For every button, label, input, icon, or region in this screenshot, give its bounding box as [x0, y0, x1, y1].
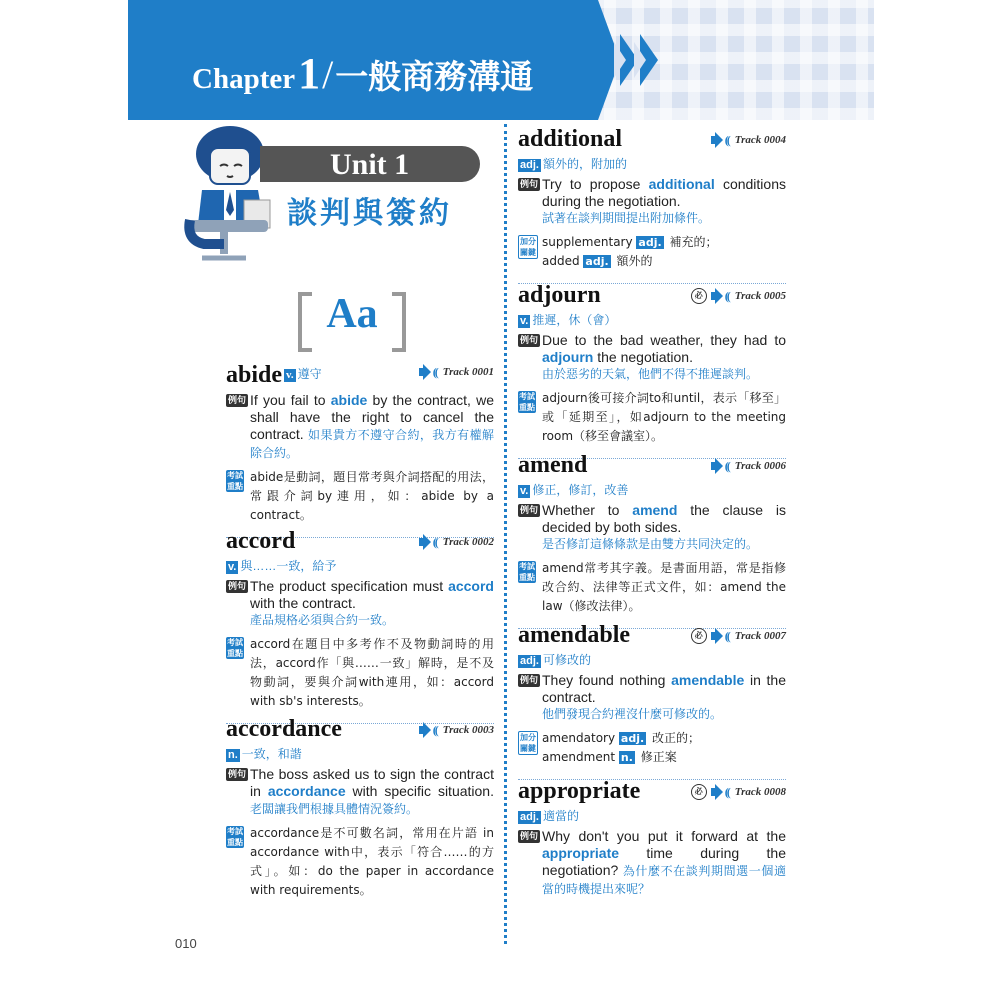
related-word: amendment n. 修正案: [542, 750, 677, 764]
example-sentence: Due to the bad weather, they had to adjourn the negotiation.: [542, 332, 786, 365]
chapter-word: Chapter: [192, 63, 296, 95]
example-label: 例句: [520, 831, 539, 841]
plus-label: 加分關鍵: [520, 733, 536, 753]
pos-badge: n.: [228, 749, 238, 761]
example-translation: 他們發現合約裡沒什麼可修改的。: [542, 707, 723, 721]
related-word: amendatory adj. 改正的；: [542, 731, 701, 745]
example-label: 例句: [520, 505, 539, 515]
pos-meaning: 與……一致，給予: [240, 559, 337, 573]
unit-number: Unit 1: [330, 148, 410, 181]
pos-line: [518, 156, 786, 172]
related-word: added adj. 額外的: [542, 254, 653, 268]
example-translation: 為什麼不在談判期間選一個適當的時機提出來呢？: [542, 864, 786, 896]
audio-track-button[interactable]: [691, 784, 786, 800]
speaker-icon: ((: [711, 628, 729, 644]
entry-additional: [518, 126, 786, 284]
pos-line: [518, 808, 786, 824]
pos-meaning: 推遲，休（會）: [532, 313, 617, 327]
pos-line: [518, 482, 786, 498]
usage-note: abide是動詞，題目常考與介詞搭配的用法，常跟介詞by連用，如：abide by a contract。: [250, 470, 494, 522]
pos-meaning: 適當的: [542, 809, 579, 823]
pos-badge: adj.: [520, 811, 539, 823]
track-label: Track 0005: [734, 290, 786, 302]
pos-badge: adj.: [520, 159, 539, 171]
chapter-slash: /: [322, 52, 334, 97]
usage-note: accordance是不可數名詞，常用在片語 in accordance with中，表示「符合……的方式」。如：do the paper in accordance with requirements。: [250, 826, 494, 897]
example-sentence: Whether to amend the clause is decided by both sides.: [542, 502, 786, 535]
example-label: 例句: [228, 395, 247, 405]
must-learn-icon: 必: [691, 288, 707, 304]
pos-meaning: 遵守: [297, 367, 322, 381]
headword: amend: [518, 452, 588, 478]
track-label: Track 0007: [734, 630, 786, 642]
chapter-name: 一般商務溝通: [335, 57, 534, 96]
audio-track-button[interactable]: [419, 534, 494, 550]
headword: adjourn: [518, 282, 601, 308]
entry-amend: [518, 452, 786, 629]
letter-marker: [298, 288, 406, 348]
related-word: supplementary adj. 補充的；: [542, 235, 718, 249]
pos-badge: n.: [620, 751, 633, 764]
audio-track-button[interactable]: [691, 628, 786, 644]
headword: [226, 358, 322, 389]
pos-badge: adj.: [585, 255, 609, 268]
column-divider: [504, 124, 507, 944]
speaker-icon: ((: [711, 784, 729, 800]
pos-badge: v.: [520, 315, 529, 327]
example-label: 例句: [228, 769, 247, 779]
tip-label: 考試重點: [227, 827, 243, 847]
example-label: 例句: [228, 581, 247, 591]
entry-abide: [226, 358, 494, 538]
track-label: Track 0002: [442, 536, 494, 548]
speaker-icon: ((: [419, 722, 437, 738]
example-sentence: The product specification must accord with the contract.: [250, 578, 494, 611]
headword: accordance: [226, 716, 342, 742]
audio-track-button[interactable]: [711, 132, 786, 148]
track-label: Track 0006: [734, 460, 786, 472]
example-translation: 由於惡劣的天氣，他們不得不推遲談判。: [542, 367, 759, 381]
audio-track-button[interactable]: [711, 458, 786, 474]
pos-line: [226, 746, 494, 762]
pos-meaning: 可修改的: [542, 653, 591, 667]
audio-track-button[interactable]: [691, 288, 786, 304]
chevron-right-icon: [640, 34, 658, 86]
example-translation: 試著在談判期間提出附加條件。: [542, 211, 711, 225]
chapter-title: [192, 48, 533, 99]
letter-text: Aa: [326, 291, 378, 337]
pos-badge: v.: [286, 369, 294, 381]
pos-line: [518, 652, 786, 668]
tip-label: 考試重點: [227, 471, 243, 491]
pos-badge: adj.: [638, 236, 662, 249]
speaker-icon: ((: [419, 534, 437, 550]
tip-label: 考試重點: [519, 392, 535, 412]
pos-meaning: 修正，修訂，改善: [532, 483, 629, 497]
entry-accordance: [226, 716, 494, 900]
pos-badge: v.: [228, 561, 237, 573]
headword: additional: [518, 126, 623, 152]
tip-label: 考試重點: [519, 562, 535, 582]
chapter-number: 1: [298, 49, 321, 98]
speaker-icon: ((: [711, 458, 729, 474]
unit-title: 談判與簽約: [287, 196, 452, 231]
headword: amendable: [518, 622, 631, 648]
speaker-icon: ((: [711, 132, 729, 148]
example-sentence: Try to propose additional conditions during the negotiation.: [542, 176, 786, 209]
track-label: Track 0008: [734, 786, 786, 798]
entry-appropriate: [518, 778, 786, 898]
example-label: 例句: [520, 179, 539, 189]
example-sentence: They found nothing amendable in the contract.: [542, 672, 787, 705]
headword: accord: [226, 528, 296, 554]
speaker-icon: ((: [711, 288, 729, 304]
example-sentence: If you fail to abide by the contract, we shall have the right to cancel the contract. 如果貴方不遵守合約，我方有權解除合約。: [250, 392, 494, 460]
plus-label: 加分關鍵: [520, 237, 536, 257]
entry-accord: [226, 528, 494, 724]
usage-note: accord在題目中多考作不及物動詞時的用法，accord作「與……一致」解時，是不及物動詞，要與介詞with連用，如：accord with sb's interests。: [250, 637, 494, 708]
must-learn-icon: 必: [691, 628, 707, 644]
speaker-icon: ((: [419, 364, 437, 380]
pos-meaning: 額外的，附加的: [542, 157, 627, 171]
pos-meaning: 一致，和諧: [241, 747, 302, 761]
audio-track-button[interactable]: [419, 364, 494, 380]
usage-note: adjourn後可接介詞to和until，表示「移至」或「延期至」，如adjourn to the meeting room（移至會議室）。: [542, 391, 786, 443]
track-label: Track 0004: [734, 134, 786, 146]
entry-amendable: [518, 622, 786, 780]
must-learn-icon: 必: [691, 784, 707, 800]
track-label: Track 0001: [442, 366, 494, 378]
audio-track-button[interactable]: [419, 722, 494, 738]
pos-line: [226, 558, 494, 574]
pos-line: [518, 312, 786, 328]
pos-badge: v.: [520, 485, 529, 497]
example-label: 例句: [520, 335, 539, 345]
headword: appropriate: [518, 778, 641, 804]
example-translation: 產品規格必須與合約一致。: [250, 613, 395, 627]
headword-text: abide: [226, 362, 283, 388]
example-sentence: Why don't you put it forward at the appropriate time during the negotiation? 為什麼不在談判期間選一個適當的時機提出來呢？: [542, 828, 786, 896]
entry-adjourn: [518, 282, 786, 459]
example-translation: 老闆讓我們根據具體情況簽約。: [250, 802, 419, 816]
pos-badge: adj.: [620, 732, 645, 745]
example-sentence: The boss asked us to sign the contract in accordance with specific situation. 老闆讓我們根據具體情況簽約。: [250, 766, 494, 816]
page-number: 010: [175, 936, 197, 951]
example-translation: 如果貴方不遵守合約，我方有權解除合約。: [250, 428, 494, 460]
pos-badge: adj.: [520, 655, 539, 667]
example-label: 例句: [520, 675, 539, 685]
usage-note: amend常考其字義。是書面用語，常是指修改合約、法律等正式文件，如：amend the law（修改法律）。: [542, 561, 786, 613]
tip-label: 考試重點: [227, 638, 243, 658]
track-label: Track 0003: [442, 724, 494, 736]
example-translation: 是否修訂這條條款是由雙方共同決定的。: [542, 537, 759, 551]
